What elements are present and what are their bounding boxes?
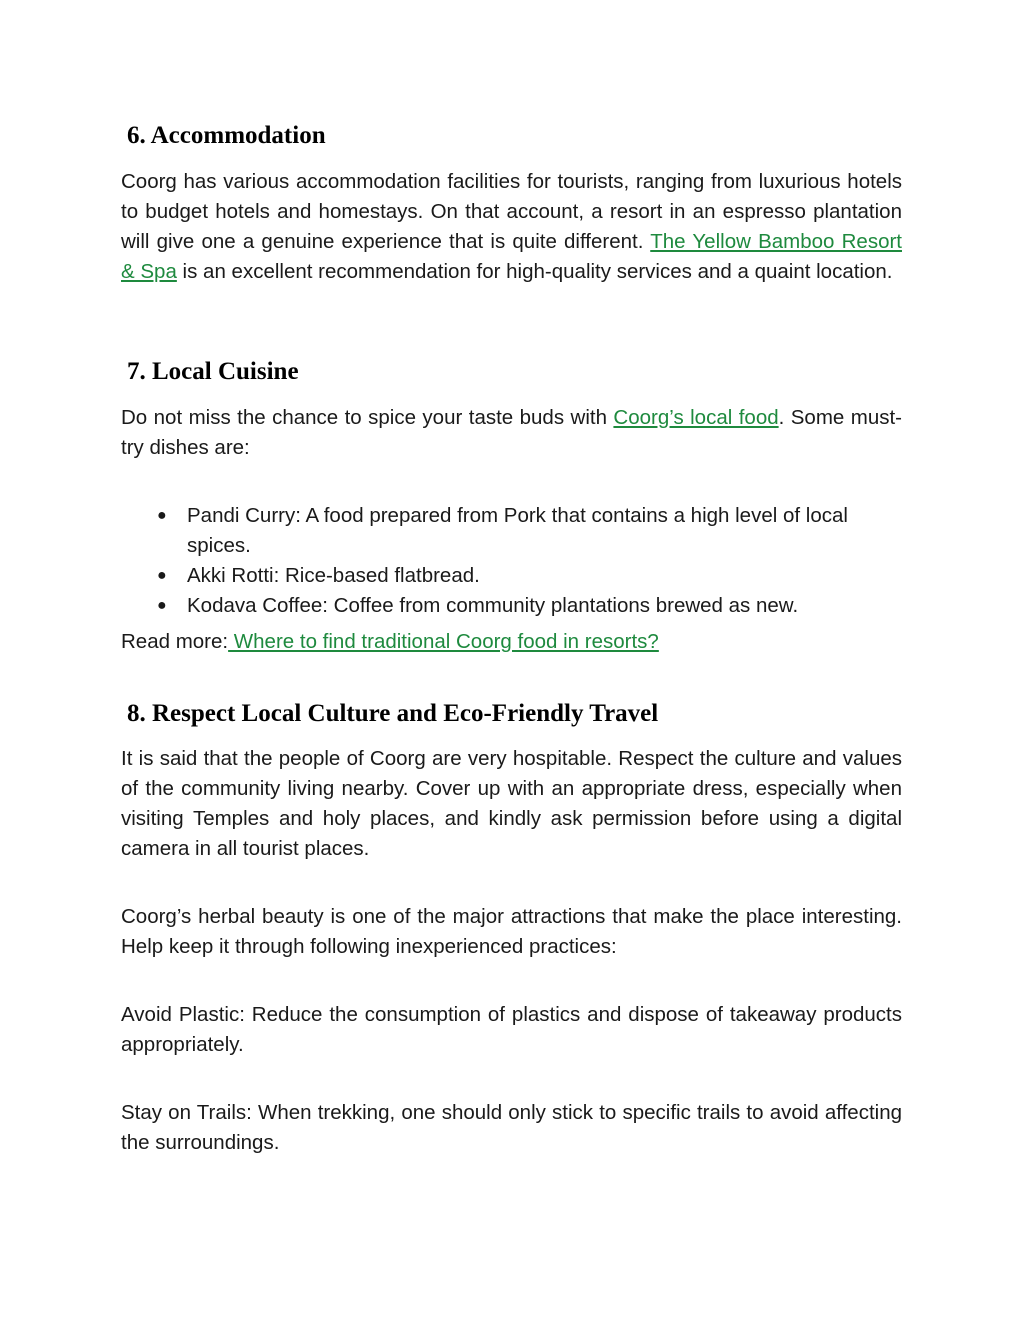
- bullet-icon: ●: [157, 567, 167, 584]
- list-item: [157, 591, 902, 621]
- list-item-text: Akki Rotti: Rice-based flatbread.: [187, 564, 480, 587]
- traditional-coorg-food-link[interactable]: Where to find traditional Coorg food in resorts?: [228, 630, 659, 653]
- culture-paragraph: It is said that the people of Coorg are very hospitable. Respect the culture and values of the community living nearby. Cover up with an appropriate dress, especially when visiting Temples and holy places, and kindly ask permission before using a digital camera in all tourist places.: [121, 747, 902, 860]
- read-more-line: [121, 627, 902, 657]
- read-more-label: Read more:: [121, 630, 229, 653]
- paragraph-text: Do not miss the chance to spice your taste buds with: [121, 406, 614, 429]
- heading-accommodation: 6. Accommodation: [127, 122, 326, 149]
- bullet-icon: ●: [157, 597, 167, 614]
- list-item-text: Pandi Curry: A food prepared from Pork that contains a high level of local spices.: [187, 504, 848, 557]
- avoid-plastic-paragraph: Avoid Plastic: Reduce the consumption of plastics and dispose of takeaway products appropriately.: [121, 1003, 902, 1056]
- paragraph-text: is an excellent recommendation for high-quality services and a quaint location.: [176, 260, 893, 283]
- bullet-icon: ●: [157, 507, 167, 524]
- dishes-list: [157, 501, 902, 621]
- heading-respect-culture: 8. Respect Local Culture and Eco-Friendly Travel: [127, 700, 659, 727]
- cuisine-paragraph: [121, 403, 902, 463]
- paragraph-text: . Some must-try dishes are:: [121, 406, 902, 459]
- yellow-bamboo-resort-link[interactable]: The Yellow Bamboo Resort & Spa: [121, 230, 902, 283]
- list-item: [157, 561, 902, 591]
- paragraph-text: Coorg has various accommodation facilities for tourists, ranging from luxurious hotels to budget hotels and homestays. On that account, a resort in an espresso plantation will give one a genuine experience that is quite different.: [121, 170, 902, 253]
- list-item: [157, 501, 902, 561]
- heading-local-cuisine: 7. Local Cuisine: [127, 358, 299, 385]
- stay-on-trails-paragraph: Stay on Trails: When trekking, one should only stick to specific trails to avoid affecting the surroundings.: [121, 1101, 902, 1154]
- herbal-beauty-paragraph: Coorg’s herbal beauty is one of the major attractions that make the place interesting. Help keep it through following inexperienced practices:: [121, 905, 902, 958]
- coorg-local-food-link[interactable]: Coorg’s local food: [613, 406, 779, 429]
- accommodation-paragraph: [121, 167, 902, 287]
- list-item-text: Kodava Coffee: Coffee from community plantations brewed as new.: [187, 594, 799, 617]
